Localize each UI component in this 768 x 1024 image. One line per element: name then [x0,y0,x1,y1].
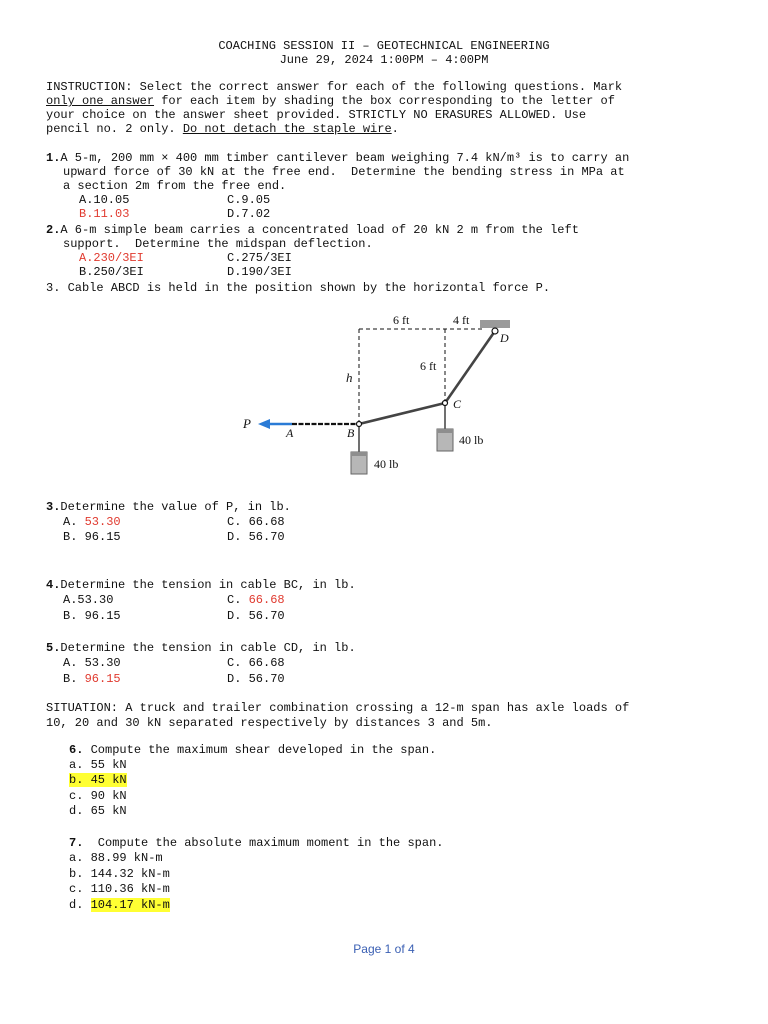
cable-segment-cd [445,331,495,403]
force-p-arrowhead [258,419,270,429]
question-5: 5.Determine the tension in cable CD, in lb. [46,641,356,655]
cable-abcd-figure [230,305,540,480]
label-weight-c: 40 lb [459,433,484,447]
q2-choice-c: C.275/3EI [227,251,292,265]
question-2-line-2: support. Determine the midspan deflection. [63,237,373,251]
exam-title: COACHING SESSION II – GEOTECHNICAL ENGINEERING [218,39,550,53]
question-6: 6. Compute the maximum shear developed in the span. [69,743,437,757]
label-h: h [346,370,353,385]
question-4: 4.Determine the tension in cable BC, in lb. [46,578,356,592]
q4-choice-a: A.53.30 [63,593,114,607]
label-6ft-top: 6 ft [393,313,410,327]
instruction-line-4: pencil no. 2 only. Do not detach the staple wire. [46,122,399,136]
underlined-staple-warning: Do not detach the staple wire [182,122,392,136]
q6-highlighted-answer: b. 45 kN [69,773,127,787]
label-a: A [286,426,294,440]
label-weight-b: 40 lb [374,457,399,471]
question-7: 7. Compute the absolute maximum moment in the span. [69,836,444,850]
label-c: C [453,397,462,411]
q4-answer-value: 66.68 [248,593,285,607]
instruction-line-1: INSTRUCTION: Select the correct answer for each of the following questions. Mark [46,80,623,94]
label-p: P [243,416,251,431]
q3-choice-a: A. 53.30 [63,515,121,529]
q7-choice-c: c. 110.36 kN-m [69,882,170,896]
label-b: B [347,426,355,440]
q1-choice-c: C.9.05 [227,193,271,207]
pin-d [492,328,498,334]
cable-segment-bc [359,403,445,424]
q5-choice-b: B. 96.15 [63,672,121,686]
underlined-only-one-answer: only one answer [46,94,155,108]
q6-choice-a: a. 55 kN [69,758,127,772]
q6-choice-c: c. 90 kN [69,789,127,803]
q4-choice-d: D. 56.70 [227,609,285,623]
q5-answer-value: 96.15 [84,672,121,686]
q3-choice-c: C. 66.68 [227,515,285,529]
question-1-line-2: upward force of 30 kN at the free end. Determine the bending stress in MPa at [63,165,625,179]
q5-choice-c: C. 66.68 [227,656,285,670]
label-4ft: 4 ft [453,313,470,327]
question-3-intro: 3. Cable ABCD is held in the position shown by the horizontal force P. [46,281,551,295]
q7-choice-b: b. 144.32 kN-m [69,867,170,881]
q3-answer-value: 53.30 [84,515,121,529]
question-1-line-3: a section 2m from the free end. [63,179,287,193]
q3-choice-b: B. 96.15 [63,530,121,544]
label-d: D [500,331,509,345]
q2-choice-b: B.250/3EI [79,265,144,279]
q6-choice-d: d. 65 kN [69,804,127,818]
instruction-line-2: only one answer for each item by shading the box corresponding to the letter of [46,94,615,108]
page-number: Page 1 of 4 [353,942,415,956]
situation-line-1: SITUATION: A truck and trailer combination crossing a 12-m span has axle loads of [46,701,630,715]
joint-c [443,401,448,406]
question-2: 2.A 6-m simple beam carries a concentrated load of 20 kN 2 m from the left [46,223,579,237]
instruction-line-3: your choice on the answer sheet provided. STRICTLY NO ERASURES ALLOWED. Use [46,108,587,122]
q7-choice-d-answer: d. 104.17 kN-m [69,898,170,912]
question-1: 1.A 5-m, 200 mm × 400 mm timber cantilever beam weighing 7.4 kN/m³ is to carry an [46,151,630,165]
ceiling-support [480,320,510,328]
q5-choice-a: A. 53.30 [63,656,121,670]
question-3: 3.Determine the value of P, in lb. [46,500,291,514]
weight-c-top [437,429,453,433]
weight-b-top [351,452,367,456]
exam-date: June 29, 2024 1:00PM – 4:00PM [279,53,489,67]
q4-choice-b: B. 96.15 [63,609,121,623]
q1-choice-a: A.10.05 [79,193,130,207]
q3-choice-d: D. 56.70 [227,530,285,544]
q2-choice-a-answer: A.230/3EI [79,251,144,265]
q7-highlighted-answer: 104.17 kN-m [90,898,170,912]
q5-choice-d: D. 56.70 [227,672,285,686]
q4-choice-c: C. 66.68 [227,593,285,607]
q6-choice-b-answer [69,773,127,787]
q7-choice-a: a. 88.99 kN-m [69,851,163,865]
label-6ft-side: 6 ft [420,359,437,373]
q1-choice-d: D.7.02 [227,207,271,221]
q1-choice-b-answer: B.11.03 [79,207,130,221]
joint-b [357,422,362,427]
situation-line-2: 10, 20 and 30 kN separated respectively by distances 3 and 5m. [46,716,493,730]
q2-choice-d: D.190/3EI [227,265,292,279]
